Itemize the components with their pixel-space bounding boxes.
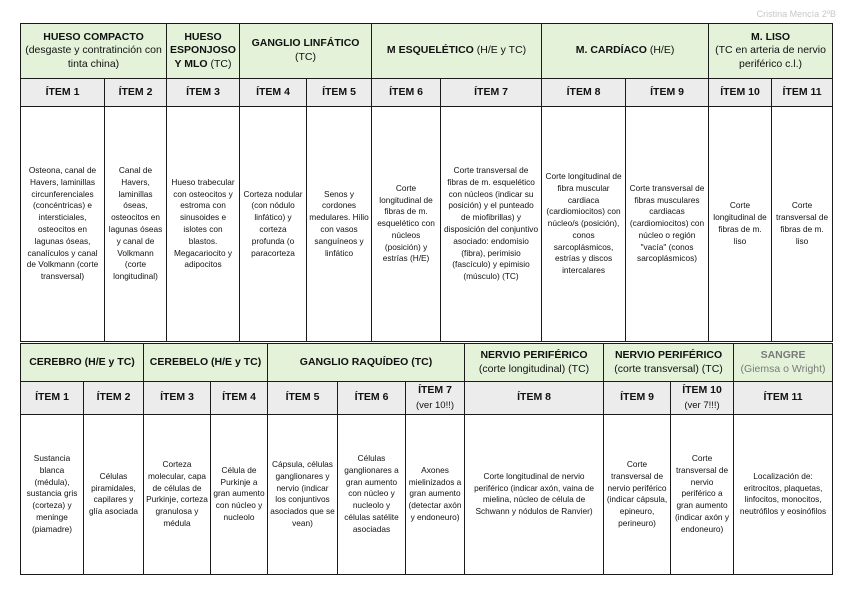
description-cell: Axones mielinizados a gran aumento (detectar axón y endoneuro) bbox=[406, 414, 465, 574]
description-cell: Corte transversal de nervio periférico (indicar cápsula, epineuro, perineuro) bbox=[604, 414, 671, 574]
section-header-row bbox=[21, 24, 833, 79]
item-header: ÍTEM 6 bbox=[338, 382, 406, 415]
description-cell: Células ganglionares a gran aumento con núcleo y nucleolo y células satélite asociadas bbox=[338, 414, 406, 574]
histology-table-2 bbox=[20, 343, 833, 575]
histology-table-1 bbox=[20, 23, 833, 342]
section-nervio-transversal: NERVIO PERIFÉRICO (corte transversal) (TC) bbox=[604, 344, 734, 382]
description-cell: Corte transversal de fibras de m. liso bbox=[772, 107, 833, 342]
item-header: ÍTEM 7 bbox=[441, 79, 542, 107]
section-cerebelo: CEREBELO (H/E y TC) bbox=[144, 344, 268, 382]
section-musculo-esqueletico: M ESQUELÉTICO (H/E y TC) bbox=[372, 24, 542, 79]
item-header: ÍTEM 11 bbox=[772, 79, 833, 107]
description-cell: Corte longitudinal de fibras de m. esquelético con núcleos (posición) y estrías (H/E) bbox=[372, 107, 441, 342]
item-header: ÍTEM 4 bbox=[211, 382, 268, 415]
section-hueso-esponjoso: HUESO ESPONJOSO Y MLO (TC) bbox=[167, 24, 240, 79]
item-header-row bbox=[21, 79, 833, 107]
item-header: ÍTEM 6 bbox=[372, 79, 441, 107]
item-header: ÍTEM 3 bbox=[167, 79, 240, 107]
description-cell: Canal de Havers, laminillas óseas, osteocitos en lagunas óseas y canal de Volkmann (corte longitudinal) bbox=[105, 107, 167, 342]
section-musculo-liso: M. LISO (TC en arteria de nervio periférico c.l.) bbox=[709, 24, 833, 79]
item-header: ÍTEM 11 bbox=[734, 382, 833, 415]
section-sangre: SANGRE (Giemsa o Wright) bbox=[734, 344, 833, 382]
description-cell: Corte transversal de fibras de m. esquelético con núcleos (indicar su posición) y el punteado de miofibrillas) y disposición del conjuntivo asociado: endomisio (fibra), perimisio (fascículo) y epimisio (músculo) (TC) bbox=[441, 107, 542, 342]
description-row bbox=[21, 414, 833, 574]
section-ganglio-raquideo: GANGLIO RAQUÍDEO (TC) bbox=[268, 344, 465, 382]
item-header: ÍTEM 2 bbox=[84, 382, 144, 415]
description-cell: Corteza nodular (con nódulo linfático) y corteza profunda (o paracorteza bbox=[240, 107, 307, 342]
description-cell: Corte longitudinal de fibra muscular cardiaca (cardiomiocitos) con núcleo/s (posición), conos sarcoplásmicos, estrías y discos intercalares bbox=[542, 107, 626, 342]
section-ganglio-linfatico: GANGLIO LINFÁTICO (TC) bbox=[240, 24, 372, 79]
item-header: ÍTEM 8 bbox=[542, 79, 626, 107]
description-row bbox=[21, 107, 833, 342]
description-cell: Corte longitudinal de nervio periférico (indicar axón, vaina de mielina, núcleo de célula de Schwann y nódulos de Ranvier) bbox=[465, 414, 604, 574]
description-cell: Corte transversal de nervio periférico a gran aumento (indicar axón y endoneuro) bbox=[671, 414, 734, 574]
description-cell: Célula de Purkinje a gran aumento con núcleo y nucleolo bbox=[211, 414, 268, 574]
item-header: ÍTEM 5 bbox=[268, 382, 338, 415]
description-cell: Corte longitudinal de fibras de m. liso bbox=[709, 107, 772, 342]
item-header: ÍTEM 1 bbox=[21, 79, 105, 107]
description-cell: Senos y cordones medulares. Hilio con vasos sanguíneos y linfático bbox=[307, 107, 372, 342]
section-hueso-compacto: HUESO COMPACTO (desgaste y contratinción con tinta china) bbox=[21, 24, 167, 79]
description-cell: Hueso trabecular con osteocitos y estroma con sinusoides e islotes con blastos. Megacariocito y adipocitos bbox=[167, 107, 240, 342]
item-header: ÍTEM 3 bbox=[144, 382, 211, 415]
item-header-row bbox=[21, 382, 833, 415]
item-header: ÍTEM 5 bbox=[307, 79, 372, 107]
description-cell: Células piramidales, capilares y glía asociada bbox=[84, 414, 144, 574]
item-header: ÍTEM 8 bbox=[465, 382, 604, 415]
section-cerebro: CEREBRO (H/E y TC) bbox=[21, 344, 144, 382]
author-watermark: Cristina Mencía 2ºB bbox=[756, 9, 836, 19]
item-header: ÍTEM 1 bbox=[21, 382, 84, 415]
description-cell: Localización de: eritrocitos, plaquetas, linfocitos, monocitos, neutrófilos y eosinófilos bbox=[734, 414, 833, 574]
description-cell: Osteona, canal de Havers, laminillas circunferenciales (concéntricas) e intersticiales, osteocitos en lagunas óseas, canalículos y canal de Volkmann (corte transversal) bbox=[21, 107, 105, 342]
item-header: ÍTEM 2 bbox=[105, 79, 167, 107]
item-header: ÍTEM 7 (ver 10!!) bbox=[406, 382, 465, 415]
item-header: ÍTEM 9 bbox=[626, 79, 709, 107]
description-cell: Corteza molecular, capa de células de Purkinje, corteza granulosa y médula bbox=[144, 414, 211, 574]
description-cell: Cápsula, células ganglionares y nervio (indicar los conjuntivos asociados que se vean) bbox=[268, 414, 338, 574]
description-cell: Sustancia blanca (médula), sustancia gris (corteza) y meninge (piamadre) bbox=[21, 414, 84, 574]
item-header: ÍTEM 10 bbox=[709, 79, 772, 107]
item-header: ÍTEM 10 (ver 7!!!) bbox=[671, 382, 734, 415]
item-header: ÍTEM 9 bbox=[604, 382, 671, 415]
section-nervio-longitudinal: NERVIO PERIFÉRICO (corte longitudinal) (TC) bbox=[465, 344, 604, 382]
item-header: ÍTEM 4 bbox=[240, 79, 307, 107]
section-musculo-cardiaco: M. CARDÍACO (H/E) bbox=[542, 24, 709, 79]
section-header-row bbox=[21, 344, 833, 382]
description-cell: Corte transversal de fibras musculares cardiacas (cardiomiocitos) con núcleo o región "vacía" (conos sarcoplásmicos) bbox=[626, 107, 709, 342]
